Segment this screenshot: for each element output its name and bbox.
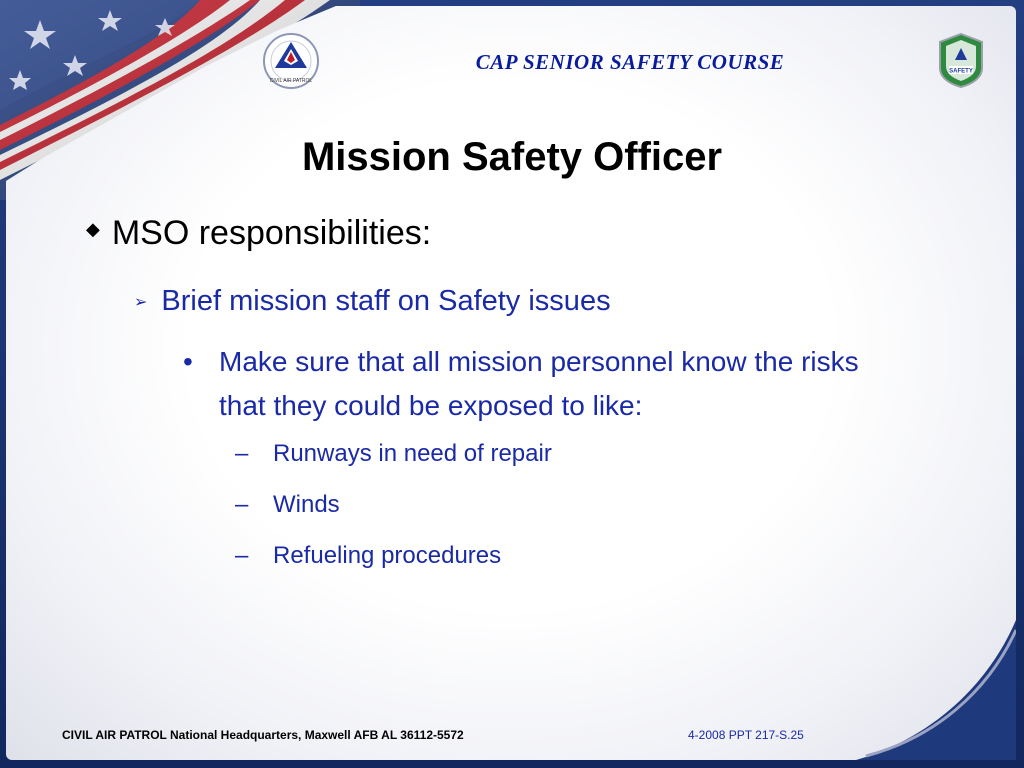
list-item — [235, 440, 552, 468]
safety-badge-logo — [936, 32, 986, 88]
bullet-level2 — [134, 285, 611, 318]
bullet-level1-text: MSO responsibilities: — [111, 214, 432, 252]
dash-bullet-icon: – — [235, 491, 249, 518]
dash-bullet-icon: – — [235, 440, 249, 467]
arrow-bullet-icon: ➢ — [134, 293, 148, 311]
right-logo-text: SAFETY — [949, 68, 973, 75]
footer-slide-id: 4-2008 PPT 217-S.25 — [688, 728, 804, 742]
corner-wave-decoration — [856, 620, 1016, 760]
civil-air-patrol-logo — [262, 32, 320, 90]
course-title: CAP SENIOR SAFETY COURSE — [475, 50, 785, 74]
list-item — [235, 491, 340, 519]
list-item — [235, 542, 501, 570]
list-item-text: Refueling procedures — [273, 542, 502, 569]
left-logo-text: CIVIL AIR PATROL — [269, 78, 313, 84]
bullet-level3 — [183, 340, 903, 428]
bullet-level1 — [86, 214, 431, 253]
footer-organization: CIVIL AIR PATROL National Headquarters, Maxwell AFB AL 36112-5572 — [62, 728, 464, 742]
list-item-text: Runways in need of repair — [273, 440, 552, 467]
dot-bullet-icon: • — [183, 346, 193, 377]
bullet-level2-text: Brief mission staff on Safety issues — [161, 285, 611, 317]
dash-bullet-icon: – — [235, 542, 249, 569]
bullet-level3-text: Make sure that all mission personnel know the risks that they could be exposed to like: — [219, 346, 859, 421]
list-item-text: Winds — [273, 491, 340, 518]
slide-title: Mission Safety Officer — [301, 135, 723, 179]
diamond-bullet-icon: ◆ — [86, 219, 100, 239]
